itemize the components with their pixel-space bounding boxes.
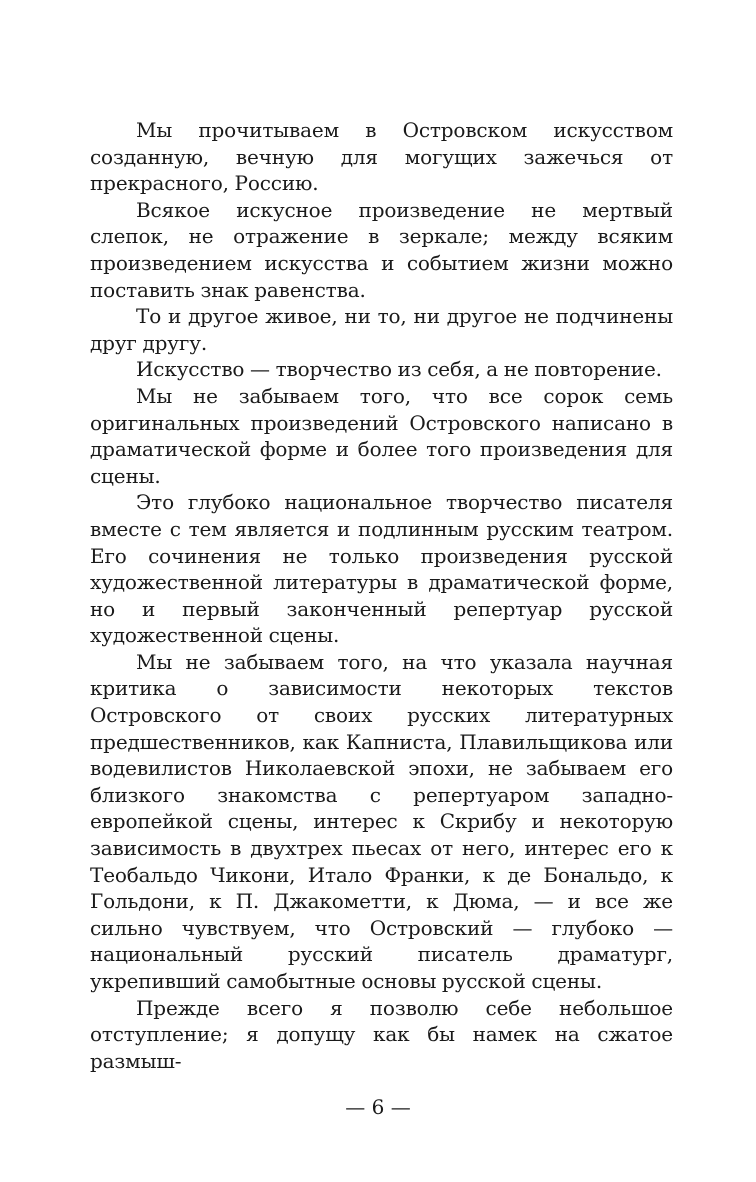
- paragraph: Прежде всего я позволю себе небольшое отступление; я допущу как бы намек на сжатое размыш-: [90, 995, 673, 1073]
- paragraph: Это глубоко национальное творчество писателя вместе с тем является и подлинным русским театром. Его сочинения не только произведения русской художественной литературы в драматической форме, но и первый законченный репертуар русской художественной сцены.: [90, 490, 673, 648]
- paragraph: Мы прочитываем в Островском искусством созданную, вечную для могущих зажечься от прекрасного, Россию.: [90, 118, 673, 196]
- paragraph: Мы не забываем того, что все сорок семь оригинальных произведений Островского написано в драматической форме и более того произведения для сцены.: [90, 383, 673, 488]
- page-text-block: [90, 117, 673, 1074]
- paragraph: То и другое живое, ни то, ни другое не подчинены друг другу.: [90, 304, 673, 355]
- paragraph: Искусство — творчество из себя, а не повторение.: [136, 357, 662, 382]
- page-number: — 6 —: [345, 1095, 411, 1119]
- paragraph: Мы не забываем того, на что указала научная критика о зависимости некоторых текстов Островского от своих русских литературных предшественников, как Капниста, Плавильщикова или водевилистов Николаевской эпохи, не забываем его близкого знакомства с репертуаром западно-европейкой сцены, интерес к Скрибу и некоторую зависимость в двухтрех пьесах от него, интерес его к Теобальдо Чикони, Итало Франки, к де Бональдо, к Гольдони, к П. Джакометти, к Дюма, — и все же сильно чувствуем, что Островский — глубоко — национальный русский писатель драматург, укрепивший самобытные основы русской сцены.: [90, 649, 673, 993]
- paragraph: Всякое искусное произведение не мертвый слепок, не отражение в зеркале; между всяким произведением искусства и событием жизни можно поставить знак равенства.: [90, 197, 673, 302]
